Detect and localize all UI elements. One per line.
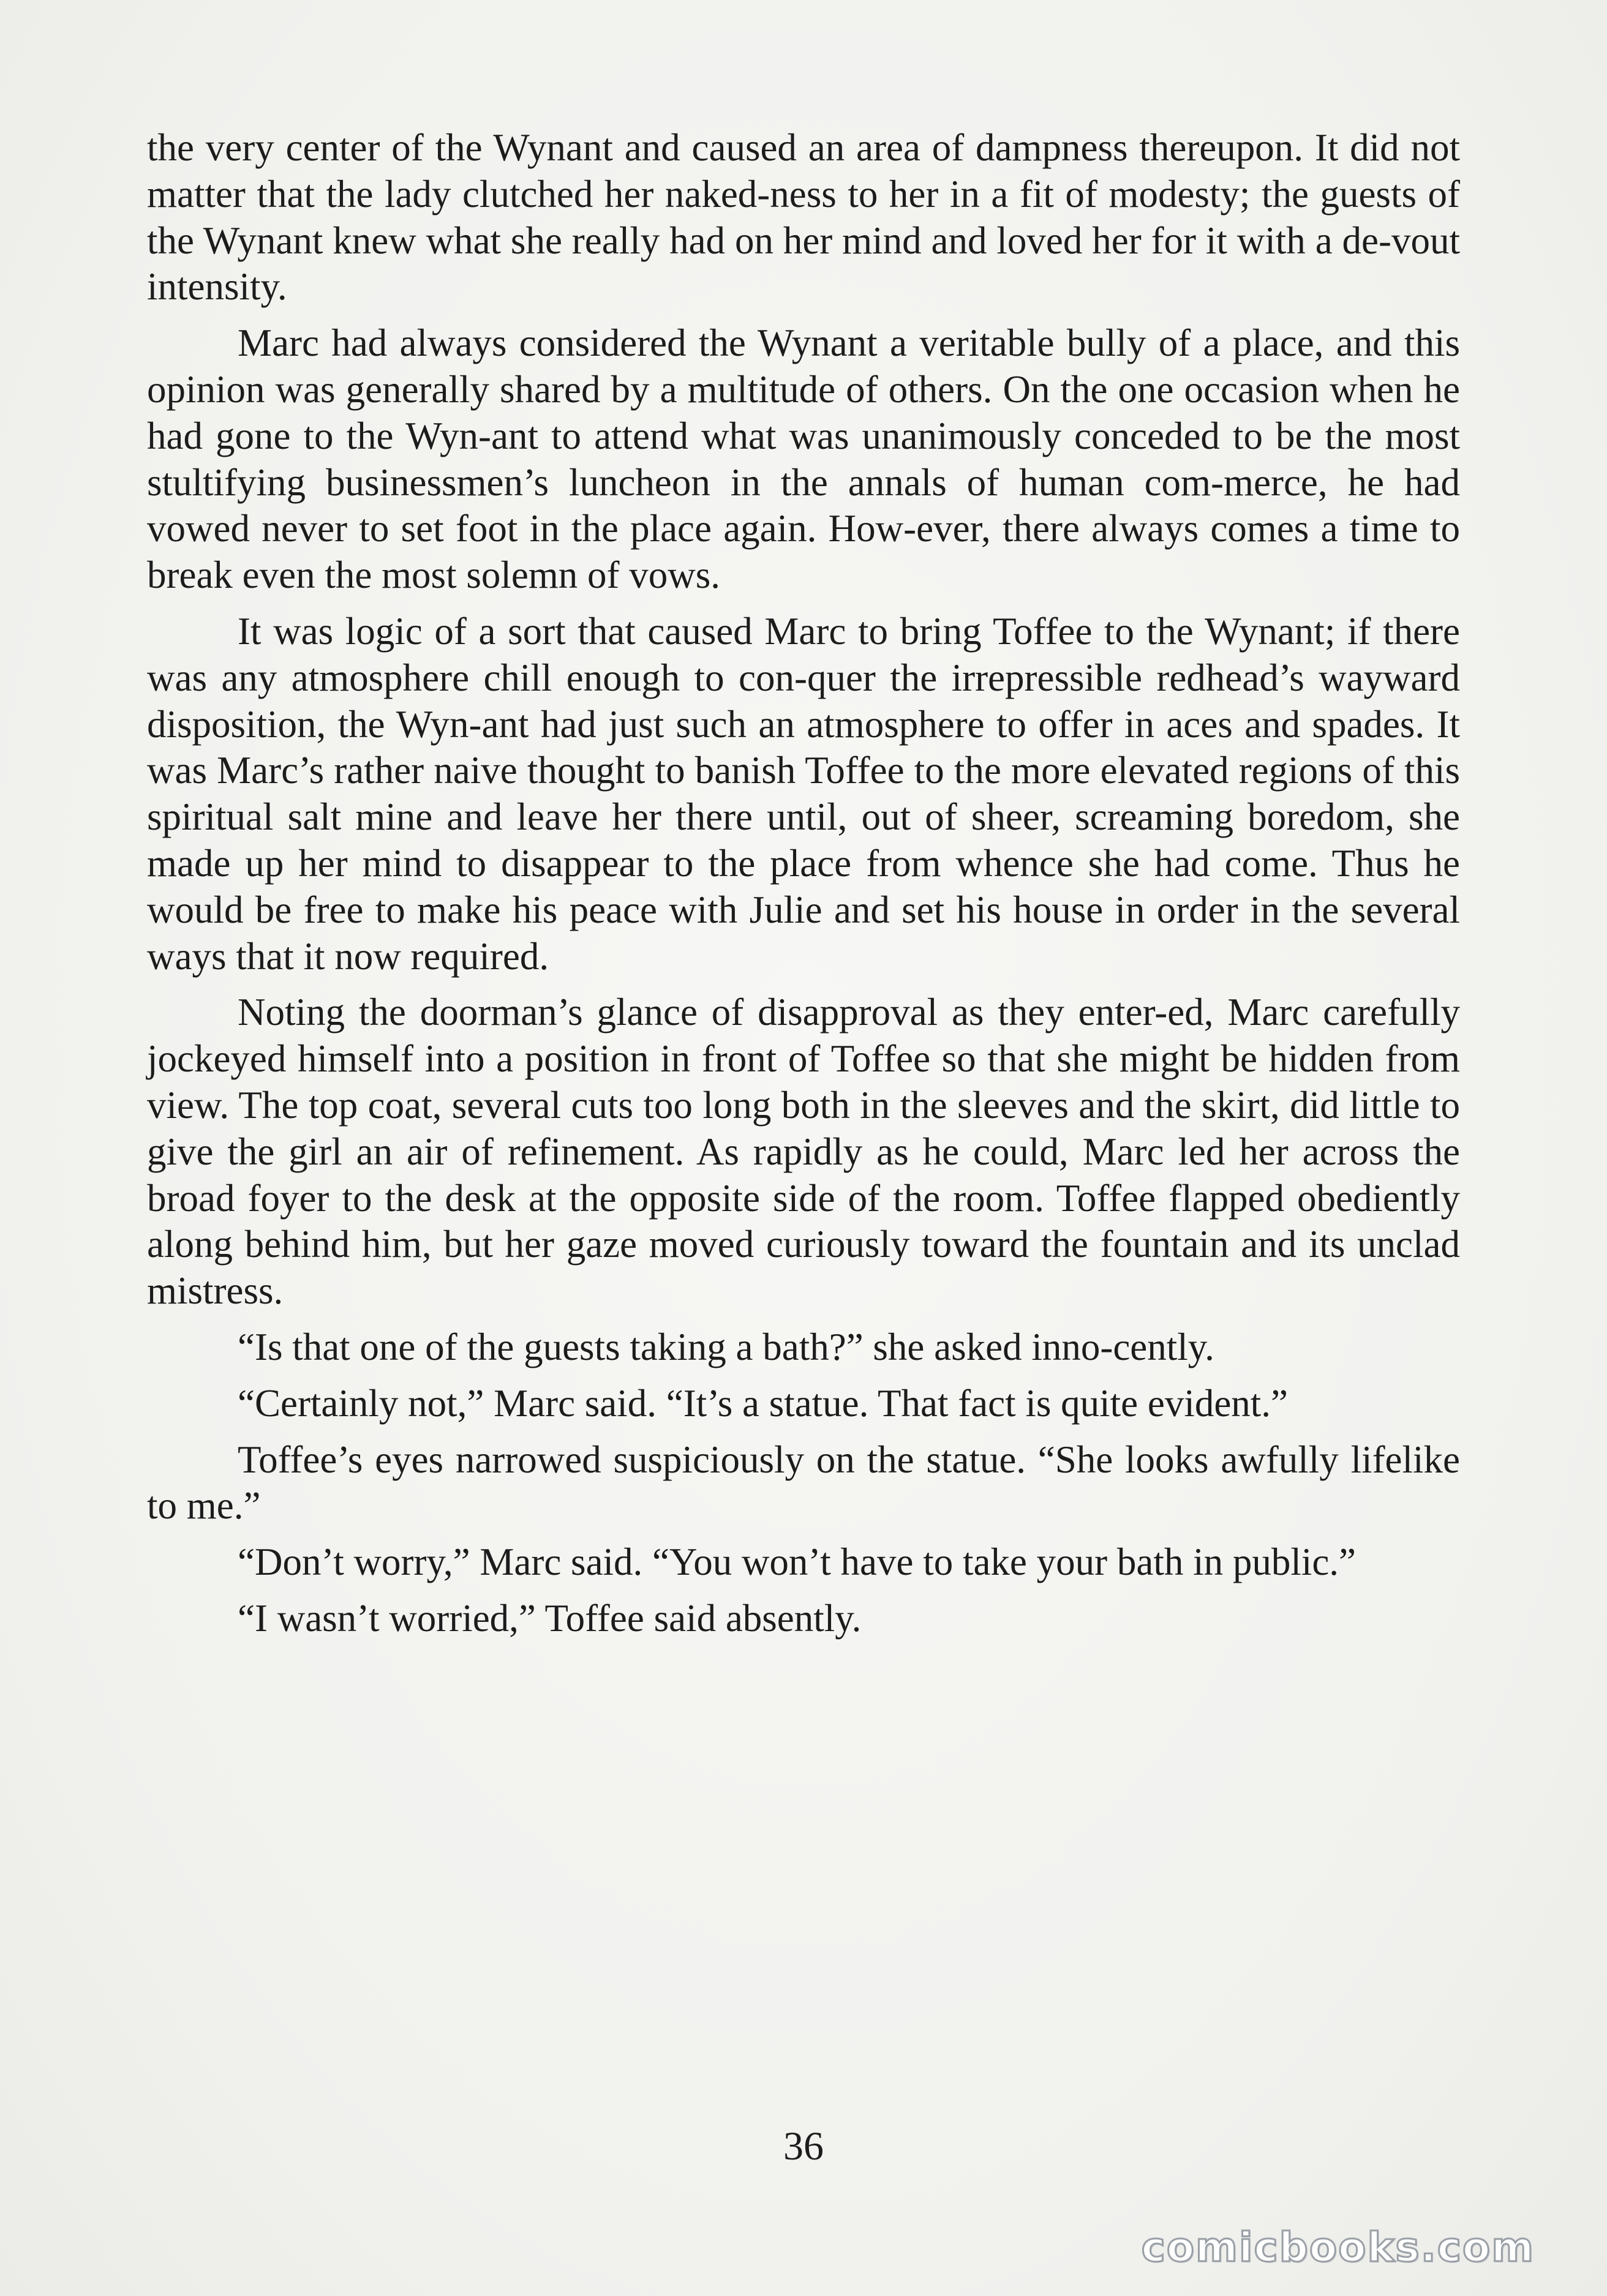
body-text	[147, 125, 1460, 1652]
paragraph-1: the very center of the Wynant and caused an area of dampness thereupon. It did not matter that the lady clutched her naked-ness to her in a fit of modesty; the guests of the Wynant knew what she really had on her mind and loved her for it with a de-vout intensity.	[147, 126, 1460, 309]
page-number: 36	[783, 2124, 824, 2169]
site-watermark: comicbooks.com	[1141, 2224, 1535, 2271]
paragraph-8: “Don’t worry,” Marc said. “You won’t have to take your bath in public.”	[238, 1540, 1357, 1584]
paragraph-7: Toffee’s eyes narrowed suspiciously on the statue. “She looks awfully lifelike to me.”	[147, 1438, 1460, 1528]
paragraph-5: “Is that one of the guests taking a bath?” she asked inno-cently.	[238, 1325, 1214, 1368]
paragraph-4: Noting the doorman’s glance of disapproval as they enter-ed, Marc carefully jockeyed himself into a position in front of Toffee so that she might be hidden from view. The top coat, several cuts too long both in the sleeves and the skirt, did little to give the girl an air of refinement. As rapidly as he could, Marc led her across the broad foyer to the desk at the opposite side of the room. Toffee flapped obediently along behind him, but her gaze moved curiously toward the fountain and its unclad mistress.	[147, 991, 1460, 1313]
paragraph-9: “I wasn’t worried,” Toffee said absently.	[238, 1596, 862, 1640]
paragraph-2: Marc had always considered the Wynant a veritable bully of a place, and this opinion was generally shared by a multitude of others. On the one occasion when he had gone to the Wyn-ant to attend what was unanimously conceded to be the most stultifying businessmen’s luncheon in the annals of human com-merce, he had vowed never to set foot in the place again. How-ever, there always comes a time to break even the most solemn of vows.	[147, 321, 1460, 597]
paragraph-3: It was logic of a sort that caused Marc to bring Toffee to the Wynant; if there was any atmosphere chill enough to con-quer the irrepressible redhead’s wayward disposition, the Wyn-ant had just such an atmosphere to offer in aces and spades. It was Marc’s rather naive thought to banish Toffee to the more elevated regions of this spiritual salt mine and leave her there until, out of sheer, screaming boredom, she made up her mind to disappear to the place from whence she had come. Thus he would be free to make his peace with Julie and set his house in order in the several ways that it now required.	[147, 609, 1460, 978]
paragraph-6: “Certainly not,” Marc said. “It’s a statue. That fact is quite evident.”	[238, 1381, 1288, 1425]
